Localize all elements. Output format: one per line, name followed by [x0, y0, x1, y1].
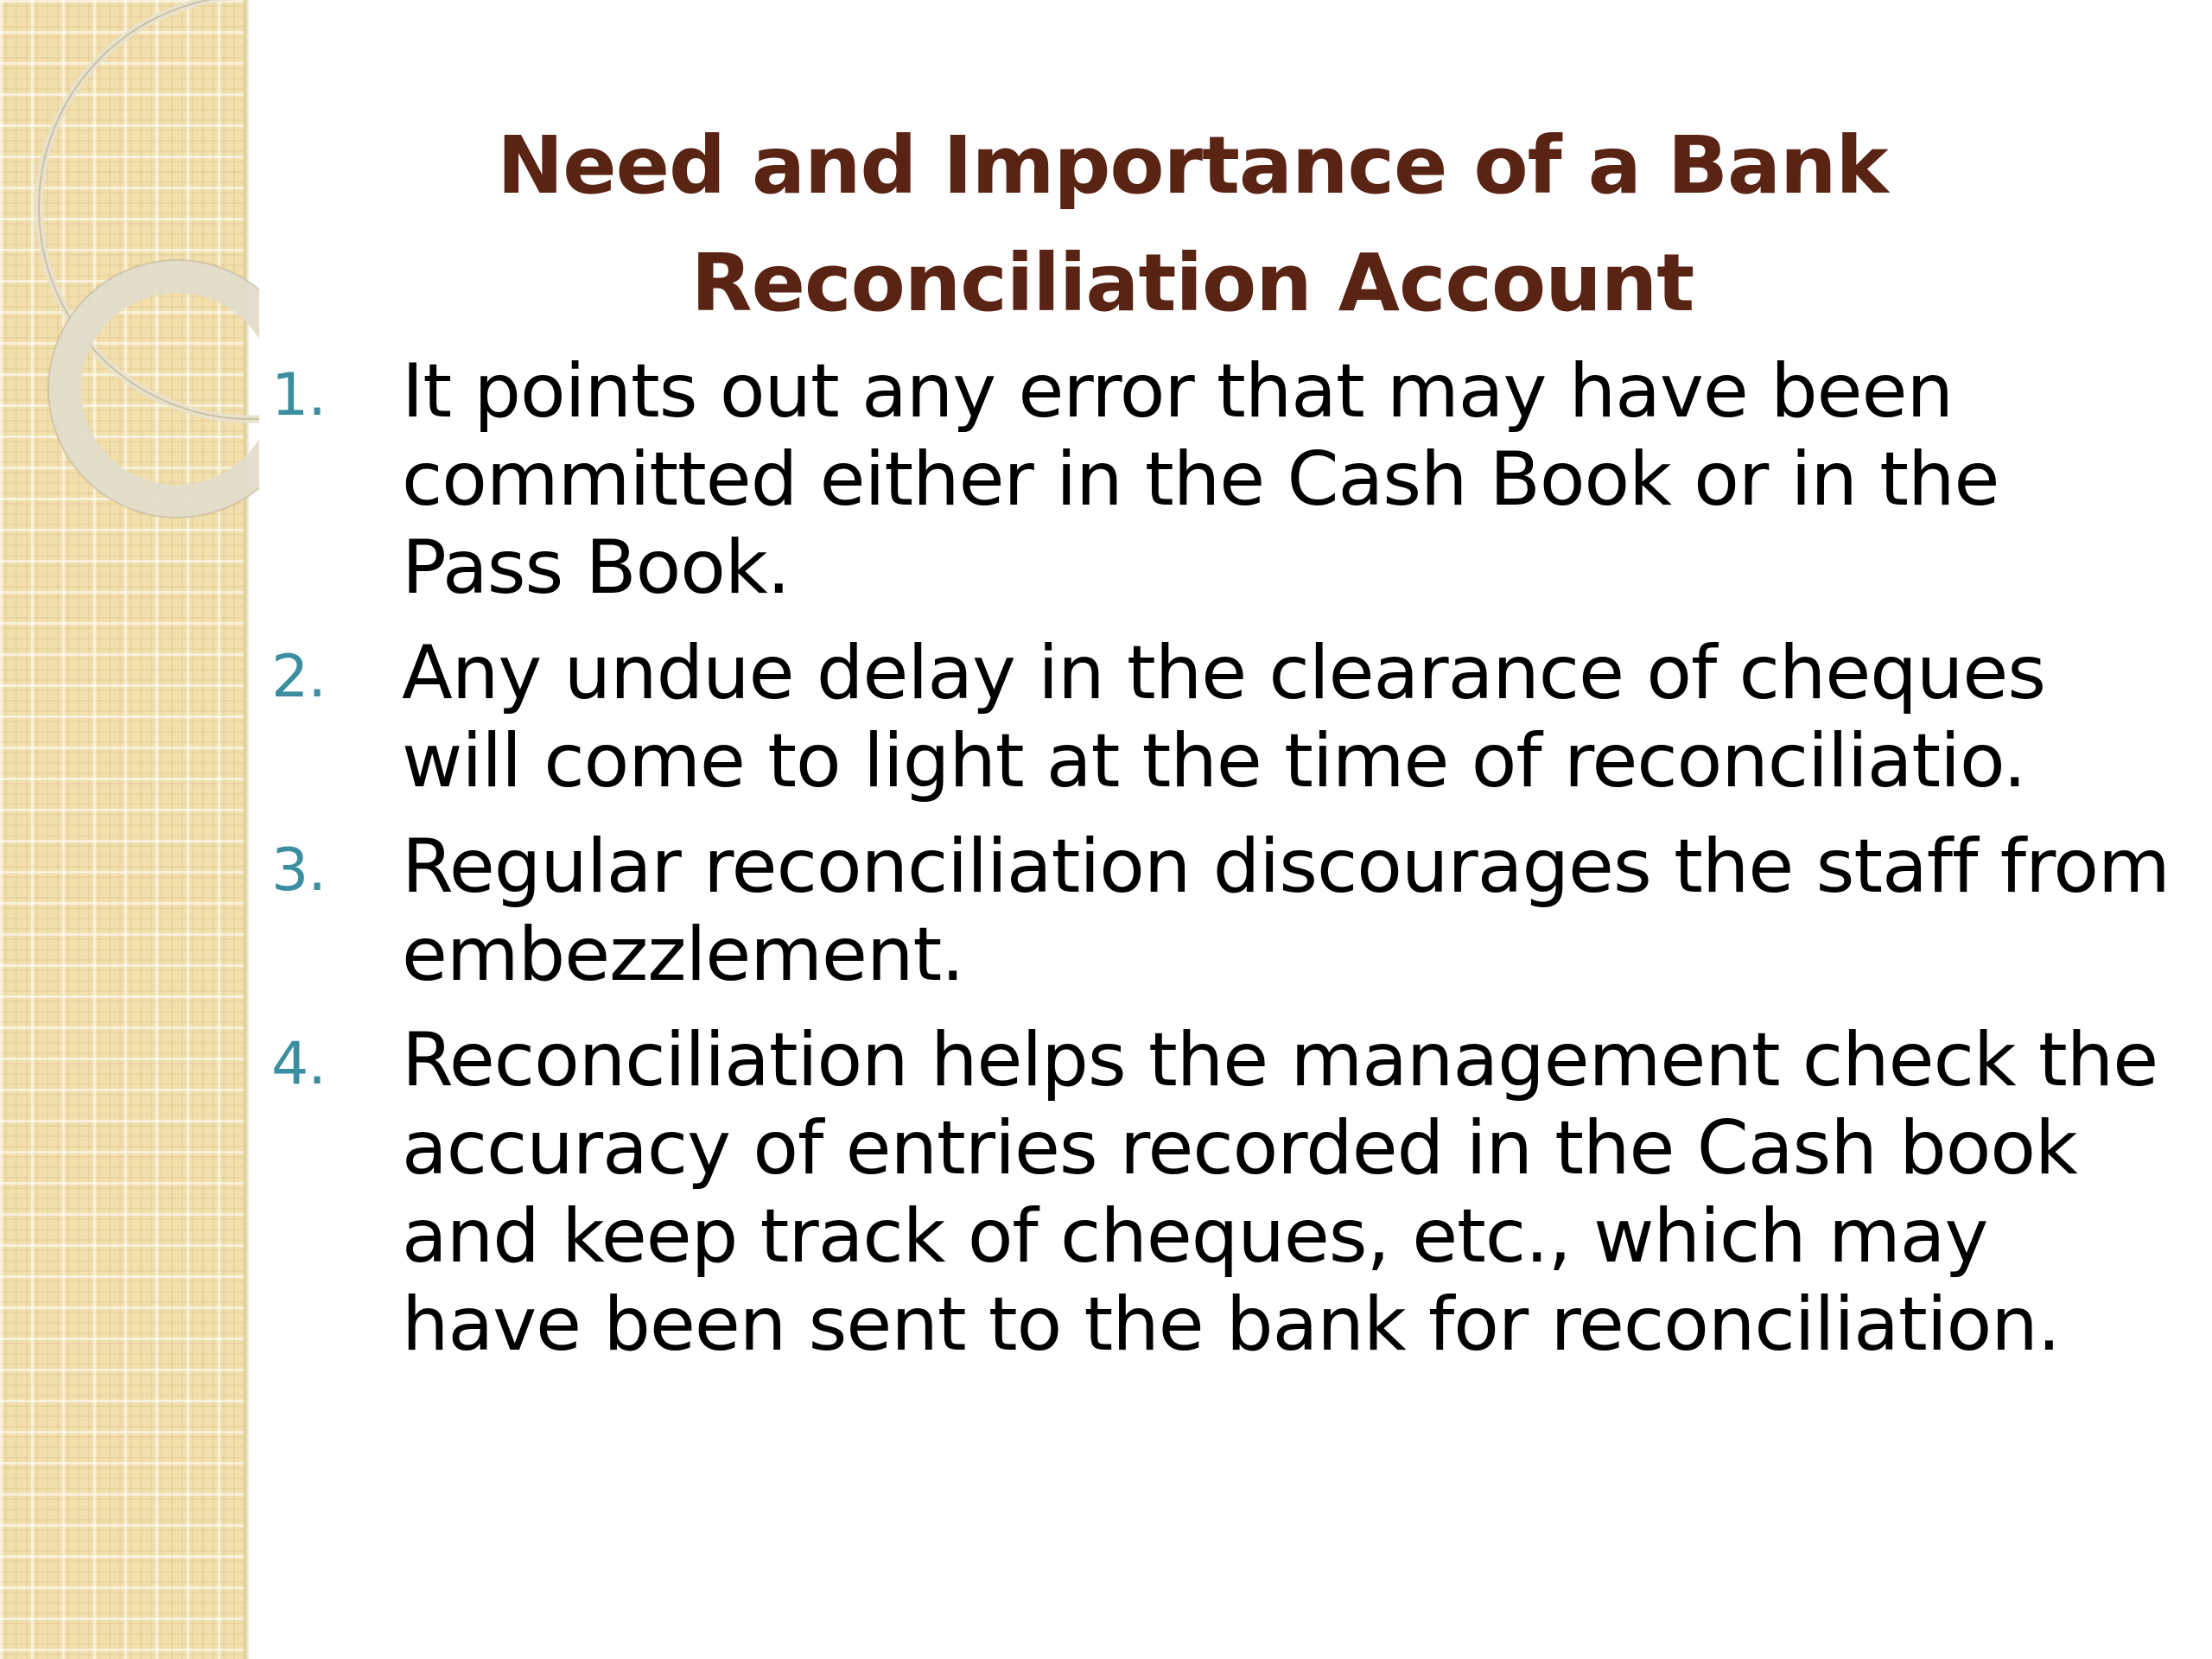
list-item-number: 1. [271, 361, 326, 429]
list-item-number: 4. [271, 1030, 326, 1098]
slide-title [328, 107, 2056, 342]
title-line-2: Reconciliation Account [690, 236, 1694, 329]
small-ring [65, 276, 259, 501]
list-item-text: It points out any error that may have been committed either in the Cash Book or in the Pass Book. [402, 348, 1999, 611]
title-line-1: Need and Importance of a Bank [497, 118, 1888, 212]
list-item [259, 629, 2177, 805]
list-item-text: Reconciliation helps the management check the accuracy of entries recorded in the Cash book and keep track of cheques, etc., which may have been sent to the bank for reconciliation. [402, 1017, 2158, 1368]
list-item-number: 2. [271, 643, 326, 711]
list-item-text: Any undue delay in the clearance of cheques will come to light at the time of reconciliatio. [402, 630, 2046, 804]
decorative-rings [0, 0, 259, 553]
numbered-list [259, 347, 2177, 1386]
list-item [259, 347, 2177, 612]
list-item-number: 3. [271, 836, 326, 905]
list-item [259, 823, 2177, 999]
list-item-text: Regular reconciliation discourages the staff from embezzlement. [402, 823, 2170, 998]
list-item [259, 1016, 2177, 1369]
